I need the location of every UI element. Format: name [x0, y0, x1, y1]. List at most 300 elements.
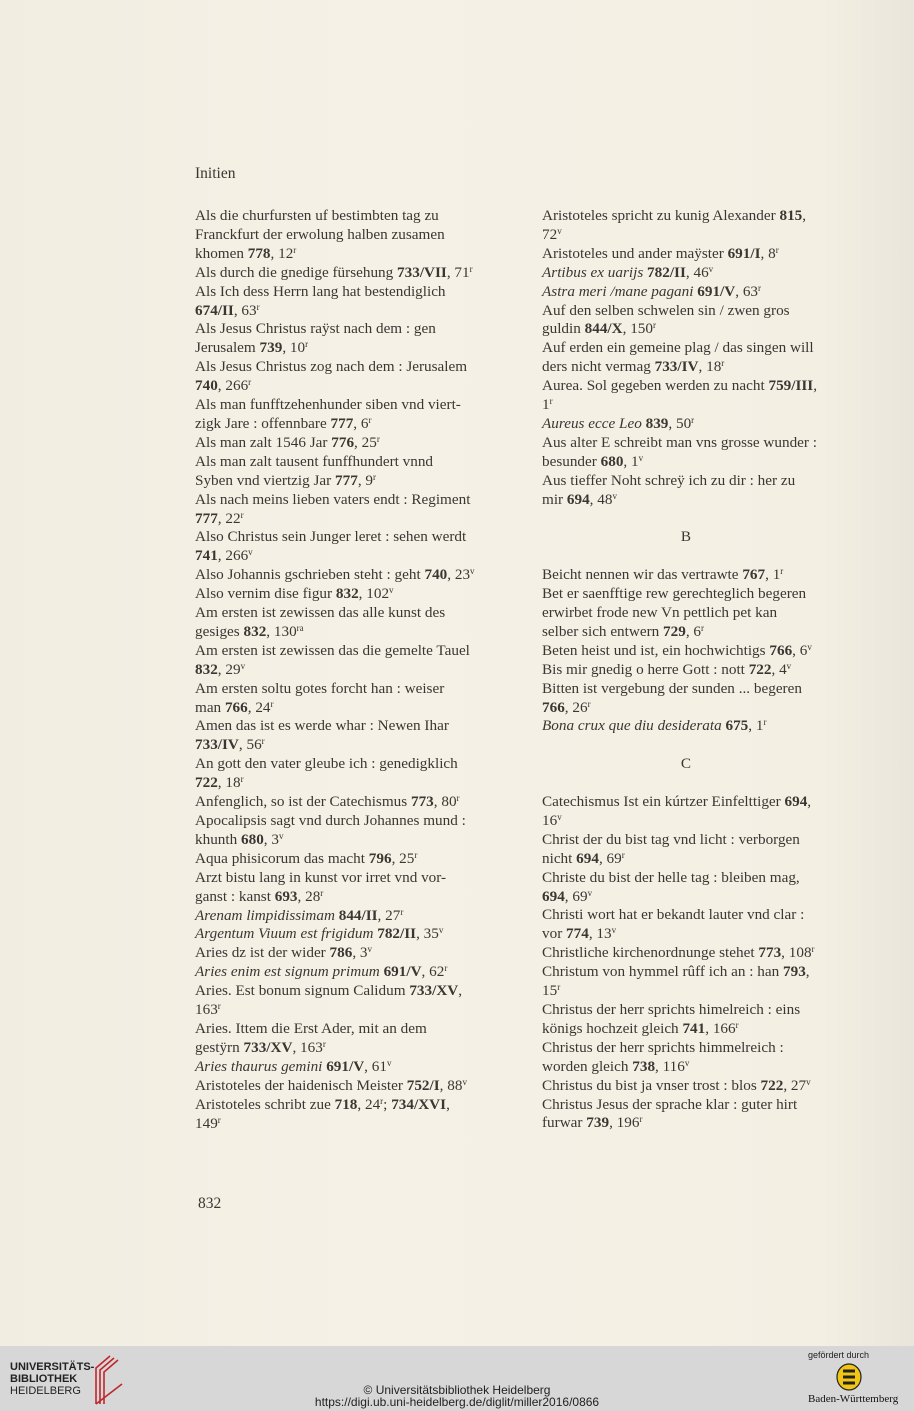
folio-side: v	[557, 225, 562, 236]
incipit-text: Am ersten soltu gotes forcht han : weiser	[195, 679, 445, 697]
folio-side: r	[652, 320, 656, 331]
page-number: 832	[198, 1195, 222, 1212]
incipit-text: Franckfurt der erwolung halben zusamen	[195, 225, 445, 243]
index-entry	[195, 755, 535, 793]
entry-line	[542, 641, 842, 661]
folio-side: r	[587, 698, 591, 709]
incipit-text: , 3	[263, 830, 279, 848]
incipit-text: Als die churfursten uf bestimbten tag zu	[195, 207, 439, 224]
entry-line	[542, 698, 842, 718]
incipit-text: , 266	[217, 377, 249, 395]
entry-line	[542, 1076, 842, 1096]
entry-line	[542, 1019, 842, 1039]
entry-line	[542, 1057, 842, 1077]
index-entry	[542, 1096, 842, 1134]
folio-side: r	[376, 433, 380, 444]
incipit-text: gestÿrn	[195, 1038, 244, 1056]
signature-ref: 729	[663, 622, 686, 640]
folio-side: v	[389, 585, 394, 596]
index-entry	[542, 1077, 842, 1096]
permalink[interactable]: https://digi.ub.uni-heidelberg.de/diglit/miller2016/0866	[314, 1395, 600, 1409]
folio-side: r	[444, 963, 448, 974]
signature-ref: 759/III	[768, 377, 814, 395]
folio-side: r	[240, 774, 244, 785]
entry-line	[195, 774, 535, 793]
incipit-text: Syben vnd viertzig Jar	[195, 471, 336, 489]
incipit-latin: Argentum Viuum est frigidum	[195, 925, 378, 943]
entry-line	[542, 377, 842, 396]
folio-side: r	[400, 906, 404, 917]
entry-line	[195, 490, 535, 510]
incipit-text: , 29	[217, 660, 241, 678]
entry-line	[195, 301, 535, 321]
incipit-text: , 3	[352, 944, 368, 962]
signature-ref: 832	[195, 660, 218, 678]
entry-line	[195, 1095, 535, 1115]
signature-ref: 782/II	[377, 925, 417, 943]
incipit-text: Arzt bistu lang in kunst vor irret vnd vor-	[195, 868, 447, 886]
incipit-text: , 23	[447, 566, 471, 584]
folio-side: r	[621, 849, 625, 860]
incipit-text: königs hochzeit gleich	[542, 1019, 683, 1037]
incipit-text: , 56	[238, 736, 262, 754]
folio-side: r	[811, 944, 815, 955]
incipit-text: , 88	[439, 1076, 463, 1094]
incipit-text: Jerusalem	[195, 339, 260, 357]
folio-side: r	[293, 244, 297, 255]
folio-side: v	[807, 641, 812, 652]
entry-line	[195, 793, 535, 812]
incipit-text: , 150	[622, 320, 653, 338]
incipit-text: , 1	[748, 717, 764, 735]
signature-ref: 722	[748, 660, 772, 678]
incipit-text: , 48	[589, 490, 613, 508]
funded-by-label: gefördert durch	[808, 1350, 870, 1360]
entry-line	[542, 849, 842, 869]
index-entry	[542, 207, 842, 245]
incipit-text: , 71	[446, 263, 470, 281]
incipit-text: 1	[542, 396, 550, 414]
incipit-text: Christus du bist ja vnser trost : blos	[542, 1076, 761, 1094]
index-entry	[195, 396, 535, 434]
entry-line	[195, 925, 535, 944]
signature-ref: 786	[329, 944, 353, 962]
entry-line	[195, 244, 535, 264]
folio-side: r	[469, 263, 473, 274]
folio-side: r	[240, 509, 244, 520]
incipit-text: , 24	[357, 1095, 381, 1113]
signature-ref: 741	[195, 547, 218, 565]
entry-line	[542, 471, 842, 491]
entry-line	[195, 282, 535, 302]
folio-side: r	[639, 1114, 643, 1125]
incipit-text: Als Jesus Christus zog nach dem : Jerusalem	[195, 358, 468, 376]
incipit-text: Aries dz ist der wider	[195, 944, 330, 962]
folio-side: r	[270, 698, 274, 709]
incipit-latin: Bona crux que diu desiderata	[542, 717, 726, 735]
incipit-text: ganst : kanst	[195, 887, 275, 905]
incipit-text: Aristoteles schribt zue	[195, 1095, 335, 1113]
folio-side: r	[217, 1114, 221, 1125]
signature-ref: 691/V	[697, 282, 736, 300]
incipit-text: Auf den selben schwelen sin / zwen gros	[542, 301, 790, 319]
folio-side: v	[386, 1057, 392, 1068]
signature-ref: 766	[542, 698, 565, 716]
entry-line	[542, 982, 842, 1001]
incipit-text: , 266	[217, 547, 249, 565]
signature-ref: 793	[783, 963, 806, 981]
incipit-text: , 22	[217, 509, 241, 527]
incipit-text: Aus alter E schreibt man vns grosse wunder :	[542, 433, 817, 451]
index-entry	[195, 963, 535, 982]
incipit-text: Am ersten ist zewissen das die gemelte Tauel	[195, 641, 470, 659]
index-entry	[195, 944, 535, 963]
incipit-latin: Aureus ecce Leo	[542, 414, 646, 432]
incipit-text: Christliche kirchenordnunge stehet	[542, 944, 759, 962]
folio-side: r	[701, 622, 705, 633]
entry-line	[542, 622, 842, 642]
folio-side: r	[256, 301, 260, 312]
entry-line	[542, 452, 842, 472]
incipit-text: ;	[383, 1095, 392, 1113]
incipit-text: , 61	[364, 1057, 387, 1075]
entry-line	[195, 736, 535, 755]
incipit-text: Christus der herr sprichts himelreich : eins	[542, 1001, 801, 1018]
index-entry	[195, 982, 535, 1020]
incipit-text: Am ersten ist zewissen das alle kunst des	[195, 604, 446, 622]
entry-line	[195, 887, 535, 907]
folio-side: r	[373, 471, 377, 482]
folio-side: v	[786, 660, 792, 671]
signature-ref: 722	[195, 774, 218, 792]
entry-line	[542, 717, 842, 736]
incipit-text: gesiges	[195, 622, 244, 640]
incipit-text: Als durch die gnedige fürsehung	[195, 263, 398, 281]
entry-line	[542, 925, 842, 944]
signature-ref: 767	[742, 566, 766, 584]
index-entry	[195, 812, 535, 850]
signature-ref: 675	[725, 717, 749, 735]
coat-of-arms-icon	[836, 1363, 862, 1391]
incipit-text: ,	[805, 963, 810, 981]
folio-side: v	[278, 830, 284, 841]
incipit-text: Christum von hymmel rûff ich an : han	[542, 963, 783, 981]
incipit-text: 16	[542, 811, 558, 829]
index-entry	[195, 1096, 535, 1134]
incipit-text: , 196	[609, 1114, 640, 1132]
incipit-text: , 163	[292, 1038, 323, 1056]
incipit-text: An gott den vater gleube ich : genedigklich	[195, 755, 458, 773]
signature-ref: 739	[259, 339, 283, 357]
signature-ref: 718	[334, 1095, 358, 1113]
entry-line	[542, 490, 842, 510]
incipit-latin: Aries enim est signum primum	[195, 963, 384, 981]
entry-line	[195, 1001, 535, 1020]
index-entry	[195, 1020, 535, 1058]
entry-line	[542, 811, 842, 831]
index-entry	[542, 472, 842, 510]
signature-ref: 694	[576, 849, 599, 867]
folio-side: v	[684, 1057, 690, 1068]
folio-side: v	[638, 452, 644, 463]
incipit-text: Bis mir gnedig o herre Gott : nott	[542, 660, 749, 678]
index-entry	[195, 453, 535, 491]
section-heading-b: B	[680, 528, 692, 546]
incipit-text: , 6	[792, 641, 808, 659]
incipit-text: Christ der du bist tag vnd licht : verborgen	[542, 830, 800, 848]
incipit-text: , 8	[760, 244, 776, 262]
entry-line	[542, 207, 842, 226]
folio-side: v	[611, 925, 617, 936]
incipit-text: erwirbet frode new Vn pettlich pet kan	[542, 604, 778, 621]
incipit-text: , 13	[588, 925, 612, 943]
signature-ref: 733/XV	[409, 982, 459, 1000]
index-entry	[195, 320, 535, 358]
folio-side: v	[708, 263, 714, 274]
folio-side: v	[438, 925, 444, 936]
entry-line	[542, 358, 842, 377]
signature-ref: 776	[331, 433, 355, 451]
logo-line: BIBLIOTHEK	[10, 1373, 78, 1385]
signature-ref: 740	[195, 377, 218, 395]
index-entry	[195, 907, 535, 926]
incipit-text: Aus tieffer Noht schreÿ ich zu dir : her zu	[542, 471, 796, 489]
folio-side: v	[367, 944, 373, 955]
incipit-text: 149	[195, 1114, 218, 1132]
signature-ref: 733/IV	[195, 736, 239, 754]
index-entry	[195, 680, 535, 718]
signature-ref: 774	[566, 925, 589, 943]
entry-line	[195, 868, 535, 888]
index-entry	[542, 434, 842, 472]
signature-ref: 739	[586, 1114, 610, 1132]
incipit-text: , 25	[354, 433, 377, 451]
incipit-text: , 116	[655, 1057, 685, 1075]
entry-line	[195, 1076, 535, 1096]
signature-ref: 766	[224, 698, 248, 716]
index-entry	[542, 585, 842, 642]
signature-ref: 733/XV	[243, 1038, 293, 1056]
incipit-text: 163	[195, 1001, 218, 1019]
entry-line	[542, 793, 842, 812]
index-entry	[542, 566, 842, 585]
incipit-text: Christi wort hat er bekandt lauter vnd clar :	[542, 906, 805, 924]
folio-side: ra	[296, 622, 304, 633]
folio-side: r	[261, 736, 265, 747]
folio-side: r	[368, 414, 372, 425]
index-entry	[195, 283, 535, 321]
index-entry	[542, 1039, 842, 1077]
folio-side: r	[380, 1095, 384, 1106]
signature-ref: 674/II	[195, 301, 234, 319]
entry-line	[195, 547, 535, 566]
entry-line	[195, 509, 535, 529]
signature-ref: 691/V	[326, 1057, 365, 1075]
incipit-text: , 166	[705, 1019, 736, 1037]
folio-side: r	[721, 358, 725, 369]
incipit-text: , 35	[416, 925, 439, 943]
incipit-text: guldin	[542, 320, 585, 338]
folio-side: v	[462, 1076, 467, 1087]
incipit-text: ,	[802, 207, 807, 224]
running-head: Initien	[195, 165, 236, 182]
entry-line	[195, 604, 535, 623]
folio-side: r	[775, 244, 779, 255]
incipit-text: Apocalipsis sagt vnd durch Johannes mund :	[195, 812, 466, 829]
entry-line	[195, 528, 535, 547]
signature-ref: 694	[566, 490, 590, 508]
incipit-text: , 130	[266, 622, 297, 640]
index-entry	[542, 661, 842, 680]
entry-line	[195, 566, 535, 585]
incipit-text: , 26	[564, 698, 588, 716]
entry-line	[542, 944, 842, 963]
index-entry	[195, 491, 535, 529]
incipit-text: selber sich entwern	[542, 622, 664, 640]
index-entry	[195, 434, 535, 453]
entry-line	[195, 320, 535, 339]
entry-line	[195, 339, 535, 358]
index-entry	[542, 283, 842, 302]
folio-side: r	[780, 566, 784, 577]
signature-ref: 796	[368, 849, 392, 867]
signature-ref: 839	[645, 414, 669, 432]
incipit-text: Also Christus sein Junger leret : sehen werdt	[195, 528, 467, 546]
incipit-text: , 46	[685, 263, 709, 281]
folio-side: r	[735, 1019, 739, 1030]
incipit-text: Aries. Ittem die Erst Ader, mit an dem	[195, 1019, 427, 1037]
entry-line	[195, 452, 535, 472]
incipit-text: besunder	[542, 452, 601, 470]
entry-line	[542, 1001, 842, 1020]
incipit-text: Christus Jesus der sprache klar : guter hirt	[542, 1095, 798, 1113]
incipit-text: ,	[807, 793, 812, 811]
incipit-text: , 9	[357, 471, 374, 489]
incipit-text: , 18	[698, 358, 722, 376]
signature-ref: 773	[410, 793, 434, 811]
incipit-latin: Aries thaurus gemini	[195, 1057, 327, 1075]
signature-ref: 741	[682, 1019, 706, 1037]
entry-line	[195, 377, 535, 396]
folio-side: v	[806, 1076, 811, 1087]
signature-ref: 680	[600, 452, 624, 470]
index-entry	[542, 793, 842, 831]
entry-line	[542, 1038, 842, 1058]
folio-side: v	[587, 887, 593, 898]
entry-line	[542, 868, 842, 888]
entry-line	[542, 282, 842, 302]
section-c-entries	[542, 793, 842, 1133]
signature-ref: 777	[195, 509, 218, 527]
signature-ref: 815	[779, 207, 803, 224]
index-entry	[195, 207, 535, 264]
entry-line	[195, 698, 535, 718]
incipit-text: ,	[458, 982, 463, 1000]
entry-line	[195, 679, 535, 699]
entry-line	[542, 244, 842, 264]
entry-line	[195, 622, 535, 642]
incipit-text: , 69	[564, 887, 588, 905]
incipit-text: , 18	[217, 774, 241, 792]
section-b-entries	[542, 566, 842, 736]
index-entry	[195, 585, 535, 604]
folio-side: r	[691, 414, 695, 425]
incipit-text: Aristoteles spricht zu kunig Alexander	[542, 207, 780, 224]
index-entry	[195, 566, 535, 585]
entry-line	[195, 471, 535, 491]
signature-ref: 691/I	[727, 244, 761, 262]
index-entry	[542, 869, 842, 907]
index-column-right	[542, 207, 842, 1133]
incipit-text: Beten heist und ist, ein hochwichtigs	[542, 641, 770, 659]
entry-line	[542, 679, 842, 699]
signature-ref: 734/XVI	[391, 1095, 447, 1113]
folio-side: r	[217, 1001, 221, 1012]
entry-line	[195, 358, 535, 377]
signature-ref: 832	[243, 622, 267, 640]
entry-line	[542, 1114, 842, 1133]
signature-ref: 773	[758, 944, 782, 962]
signature-ref: 782/II	[647, 263, 686, 281]
entry-line	[195, 585, 535, 604]
index-entry	[195, 642, 535, 680]
incipit-text: Als nach meins lieben vaters endt : Regiment	[195, 490, 471, 508]
entry-line	[542, 1095, 842, 1115]
incipit-text: nicht	[542, 849, 577, 867]
incipit-text: , 63	[233, 301, 257, 319]
signature-ref: 693	[274, 887, 298, 905]
incipit-text: Aurea. Sol gegeben werden zu nacht	[542, 377, 769, 395]
entry-line	[195, 641, 535, 661]
folio-side: v	[612, 490, 617, 501]
entry-line	[195, 1019, 535, 1039]
signature-ref: 738	[632, 1057, 656, 1075]
incipit-latin: Arenam limpidissimam	[195, 906, 339, 924]
folio-side: r	[763, 717, 767, 728]
incipit-text: Catechismus Ist ein kúrtzer Einfelttiger	[542, 793, 785, 811]
signature-ref: 752/I	[406, 1076, 440, 1094]
incipit-text: Aristoteles der haidenisch Meister	[195, 1076, 407, 1094]
logo-line: HEIDELBERG	[10, 1385, 81, 1397]
entry-line	[195, 717, 535, 736]
entry-line	[195, 1114, 535, 1134]
entry-line	[195, 812, 535, 831]
incipit-text: worden gleich	[542, 1057, 633, 1075]
incipit-text: Beicht nennen wir das vertrawte	[542, 566, 743, 584]
signature-ref: 722	[760, 1076, 784, 1094]
incipit-text: , 12	[270, 244, 294, 262]
incipit-text: Als man zalt tausent funffhundert vnnd	[195, 452, 434, 470]
folio-side: r	[305, 339, 309, 350]
entry-line	[195, 396, 535, 415]
incipit-text: Auf erden ein gemeine plag / das singen will	[542, 339, 814, 357]
incipit-latin: Astra meri /mane pagani	[542, 282, 698, 300]
incipit-text: Als Jesus Christus raÿst nach dem : gen	[195, 320, 436, 338]
incipit-text: Als man zalt 1546 Jar	[195, 433, 332, 451]
entry-line	[542, 339, 842, 358]
folio-side: r	[320, 887, 324, 898]
signature-ref: 777	[330, 414, 354, 432]
index-entry	[542, 944, 842, 963]
index-entry	[195, 793, 535, 812]
incipit-text: furwar	[542, 1114, 587, 1132]
signature-ref: 680	[241, 830, 264, 848]
folio-side: v	[240, 660, 246, 671]
incipit-text: Christe du bist der helle tag : bleiben mag,	[542, 868, 800, 886]
entry-line	[542, 887, 842, 907]
folio-side: r	[322, 1038, 326, 1049]
copyright-text: © Universitätsbibliothek Heidelberg	[363, 1383, 551, 1397]
